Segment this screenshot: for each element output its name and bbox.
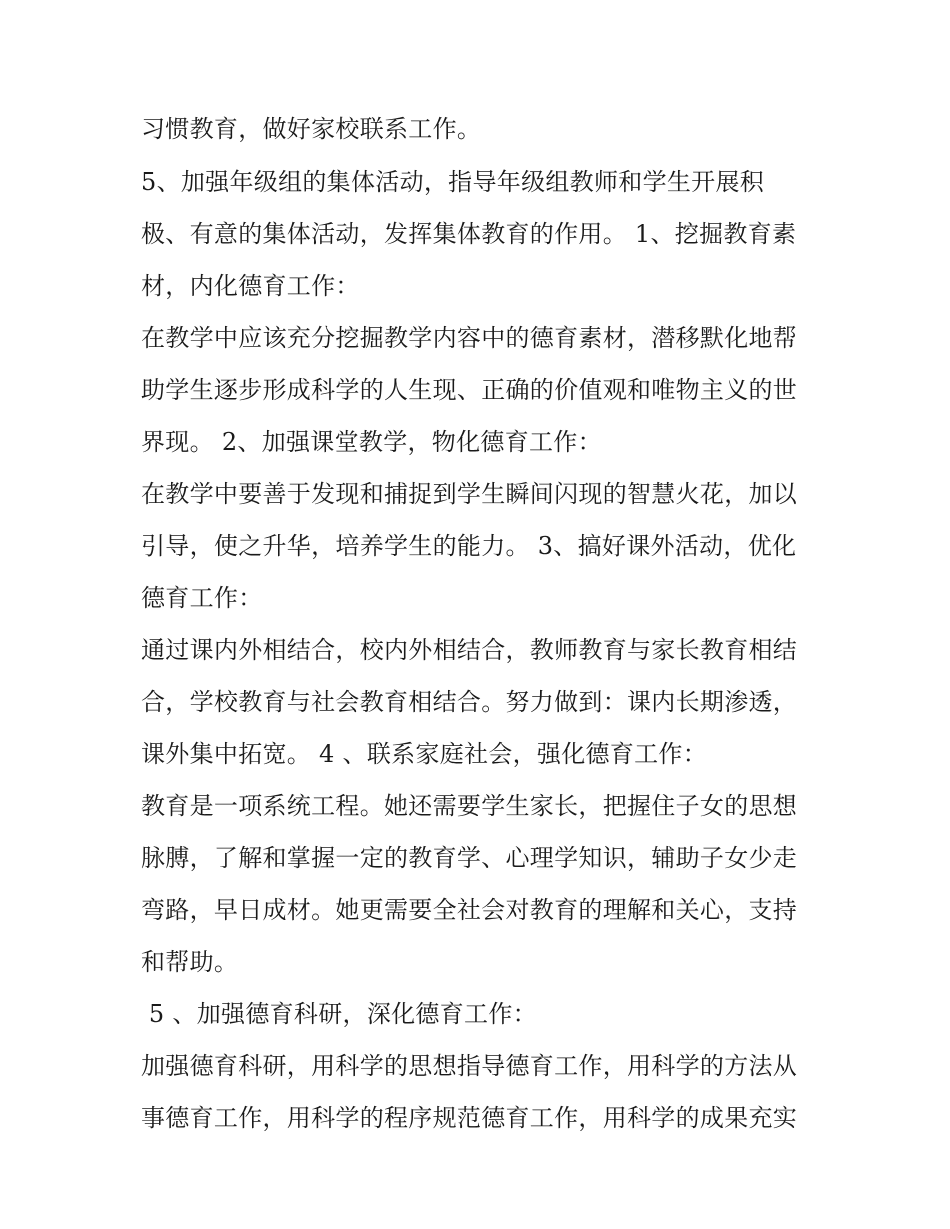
text-line: 习惯教育，做好家校联系工作。 <box>141 115 482 143</box>
text-line: 极、有意的集体活动，发挥集体教育的作用。 1、挖掘教育素 <box>141 220 797 248</box>
text-line: 在教学中应该充分挖掘教学内容中的德育素材，潜移默化地帮 <box>141 324 798 352</box>
text-line: 助学生逐步形成科学的人生现、正确的价值观和唯物主义的世 <box>141 376 798 404</box>
text-line: 脉膊，了解和掌握一定的教育学、心理学知识，辅助子女少走 <box>141 844 798 872</box>
text-line: 德育工作： <box>141 584 263 612</box>
text-line: 通过课内外相结合，校内外相结合，教师教育与家长教育相结 <box>141 636 798 664</box>
text-line: 加强德育科研，用科学的思想指导德育工作，用科学的方法从 <box>141 1052 798 1080</box>
text-line: 教育是一项系统工程。她还需要学生家长，把握住子女的思想 <box>141 792 798 820</box>
text-line: 合，学校教育与社会教育相结合。努力做到：课内长期渗透， <box>141 688 798 716</box>
text-line: 界现。 2、加强课堂教学，物化德育工作： <box>141 428 602 456</box>
text-line: 引导，使之升华，培养学生的能力。 3、搞好课外活动，优化 <box>141 532 797 560</box>
text-line: 课外集中拓宽。 4 、联系家庭社会，强化德育工作： <box>141 740 708 768</box>
text-line: 材，内化德育工作： <box>141 272 360 300</box>
text-line: 和帮助。 <box>141 948 239 976</box>
text-line: 事德育工作，用科学的程序规范德育工作，用科学的成果充实 <box>141 1104 798 1132</box>
text-line: 弯路，早日成材。她更需要全社会对教育的理解和关心，支持 <box>141 896 798 924</box>
text-line: 5、加强年级组的集体活动，指导年级组教师和学生开展积 <box>141 168 765 196</box>
text-line: 5 、加强德育科研，深化德育工作： <box>141 1000 537 1028</box>
text-line: 在教学中要善于发现和捕捉到学生瞬间闪现的智慧火花，加以 <box>141 480 798 508</box>
